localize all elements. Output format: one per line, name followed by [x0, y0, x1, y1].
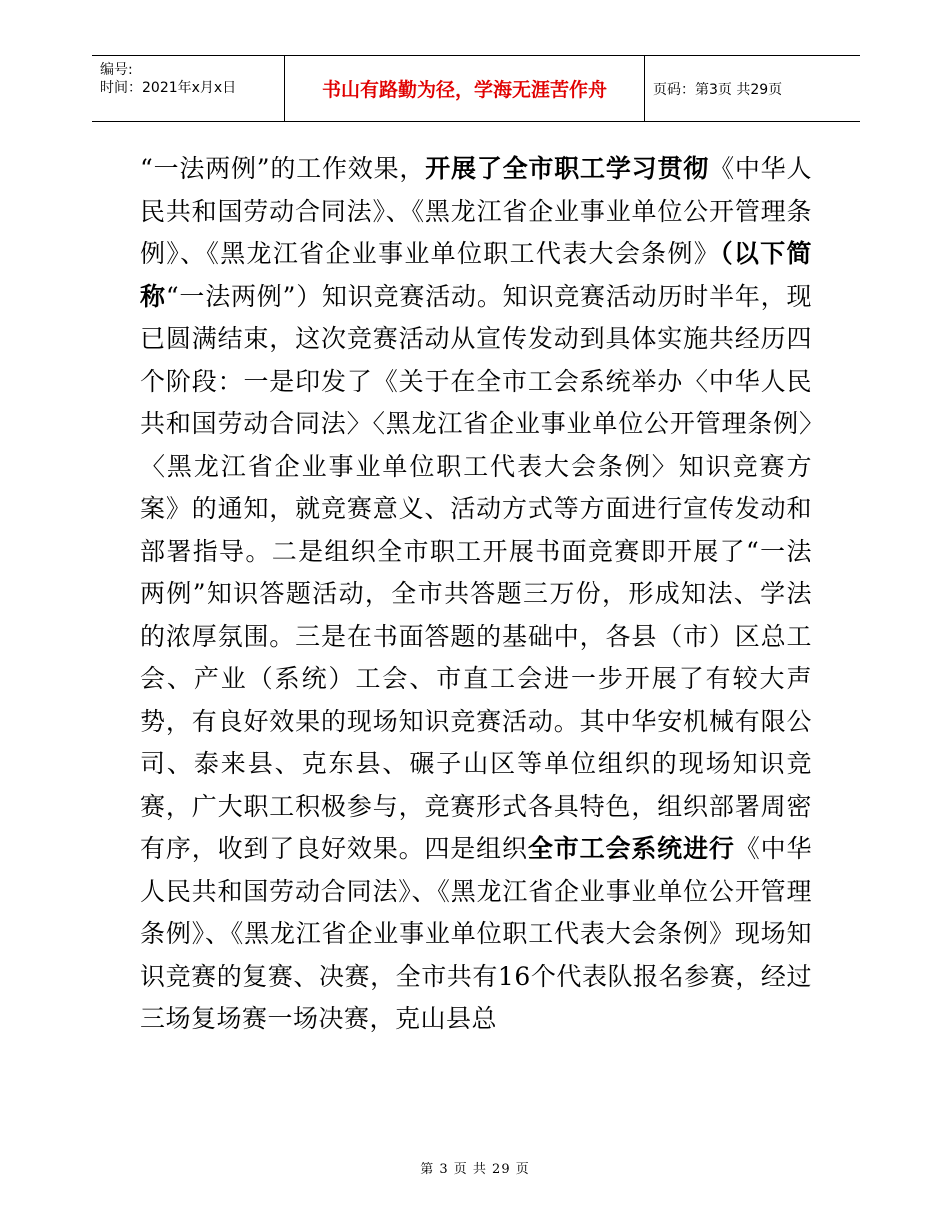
body-bold-1: 开展了全市职工学习贯彻	[425, 154, 710, 183]
header-meta	[92, 56, 285, 121]
document-body	[140, 148, 812, 1041]
page-header	[92, 55, 860, 122]
body-bold-3: 全市工会系统进行	[527, 834, 735, 863]
body-text-3: “一法两例”）知识竞赛活动。知识竞赛活动历时半年，现已圆满结束，这次竞赛活动从宣传发动到具体实施共经历四个阶段：一是印发了《关于在全市工会系统举办〈中华人民共和国劳动合同法〉〈黑龙江省企业事业单位公开管理条例〉〈黑龙江省企业事业单位职工代表大会条例〉知识竞赛方案》的通知，就竞赛意义、活动方式等方面进行宣传发动和部署指导。二是组织全市职工开展书面竞赛即开展了“一法两例”知识答题活动，全市共答题三万份，形成知法、学法的浓厚氛围。三是在书面答题的基础中，各县（市）区总工会、产业（系统）工会、市直工会进一步开展了有较大声势，有良好效果的现场知识竞赛活动。其中华安机械有限公司、泰来县、克东县、碾子山区等单位组织的现场知识竞赛，广大职工积极参与，竞赛形式各具特色，组织部署周密有序，收到了良好效果。四是组织	[140, 281, 812, 863]
document-time-label: 时间：2021年x月x日	[100, 80, 237, 96]
body-text-2: 《中华人民共和国劳动合同法》、《黑龙江省企业事业单位公开管理条例》、《黑龙江省企业事业单位职工代表大会条例》	[140, 154, 812, 268]
page-footer: 第 3 页 共 29 页	[420, 1162, 530, 1177]
header-page-label: 页码：第3页 共29页	[653, 81, 783, 98]
document-number-label: 编号:	[100, 62, 133, 78]
body-bold-2: （以下简称	[140, 239, 812, 311]
body-paragraph	[140, 148, 812, 1041]
header-motto: 书山有路勤为径，学海无涯苦作舟	[285, 56, 645, 121]
body-text-4: 《中华人民共和国劳动合同法》、《黑龙江省企业事业单位公开管理条例》、《黑龙江省企业事业单位职工代表大会条例》现场知识竞赛的复赛、决赛，全市共有16个代表队报名参赛，经过三场复场赛一场决赛，克山县总	[140, 834, 812, 1033]
body-text-1: “一法两例”的工作效果，	[140, 154, 426, 183]
